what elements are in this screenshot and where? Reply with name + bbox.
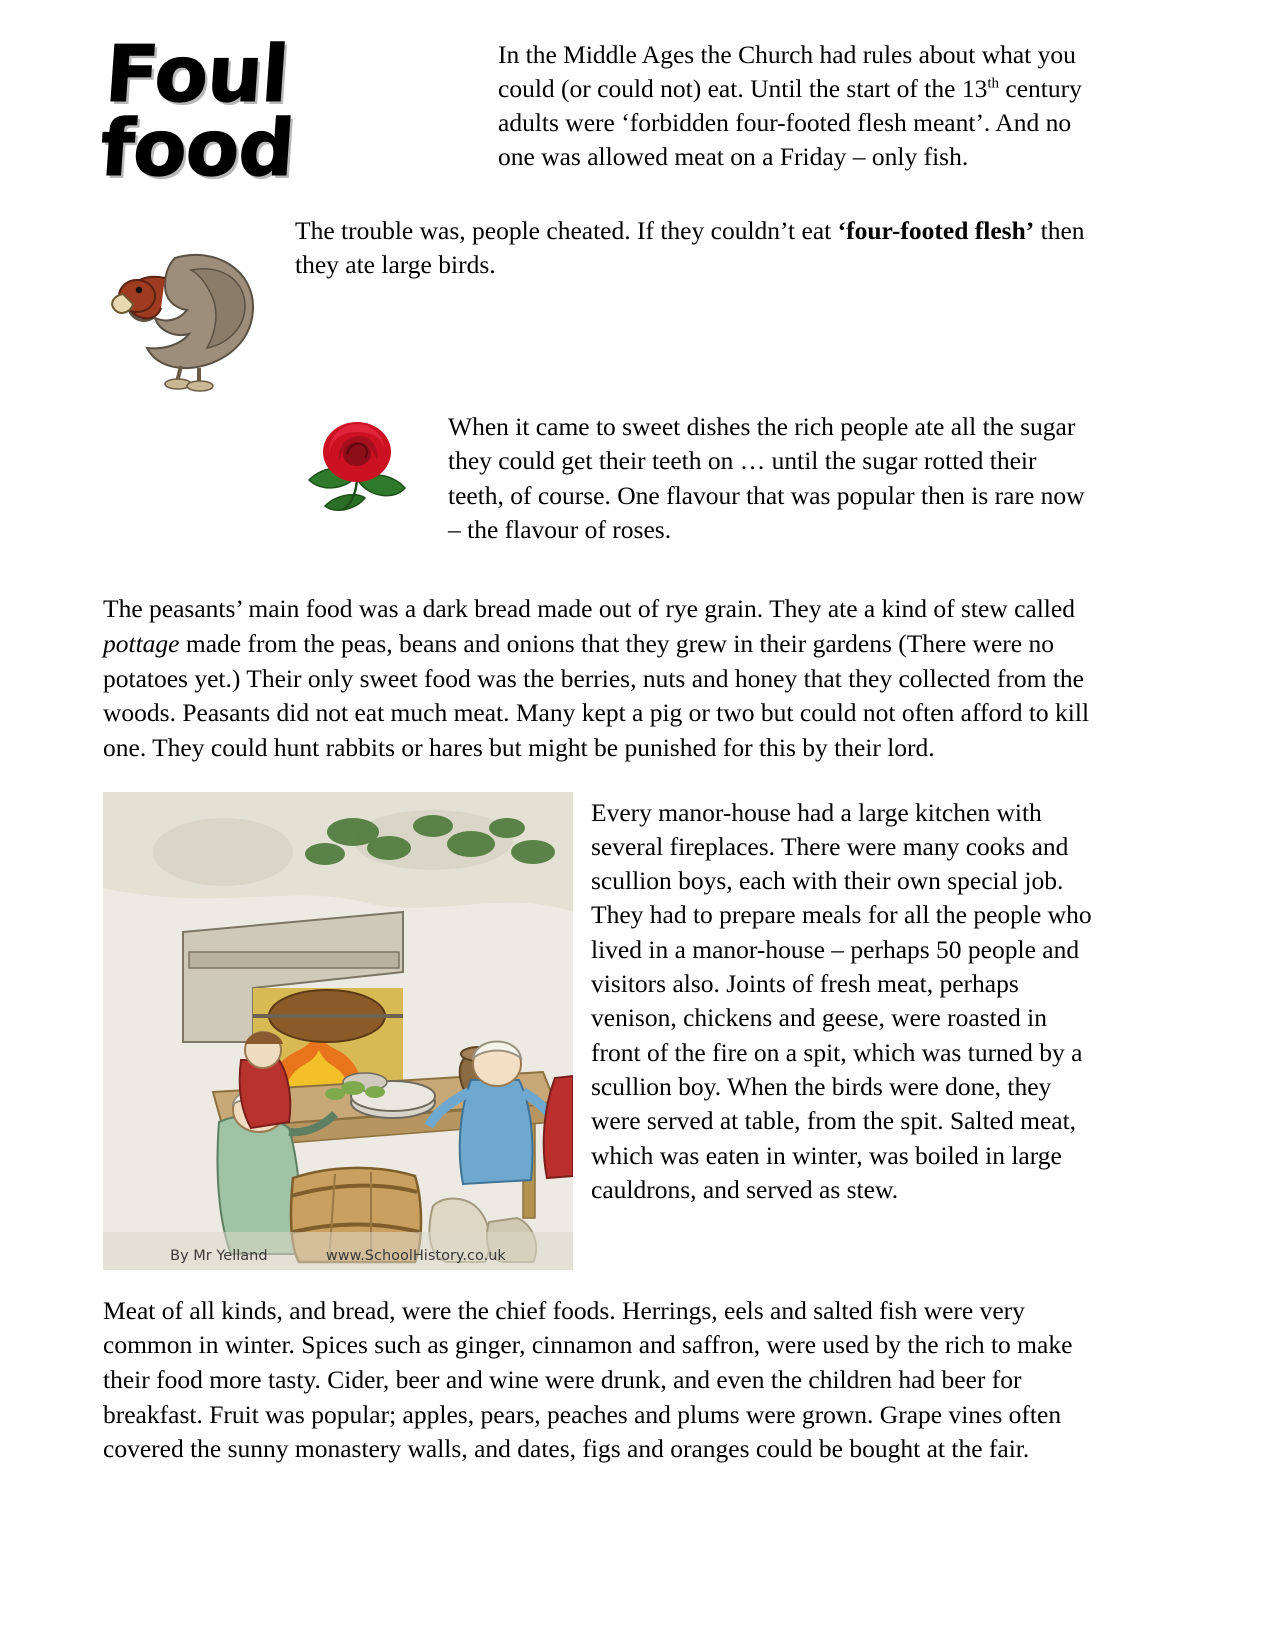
kitchen-section xyxy=(103,792,1093,1270)
bird-text-a: The trouble was, people cheated. If they couldn’t eat xyxy=(295,216,838,246)
vulture-bird-image xyxy=(103,218,283,398)
bird-text-b: then they ate large birds. xyxy=(295,216,1085,280)
caption-website: www.SchoolHistory.co.uk xyxy=(325,1247,506,1264)
document-content xyxy=(97,30,1093,1467)
bird-section xyxy=(103,208,1093,408)
peasants-text-a: The peasants’ main food was a dark bread made out of rye grain. They ate a kind of stew called xyxy=(103,594,1075,624)
intro-superscript: th xyxy=(987,75,1000,92)
rose-paragraph: When it came to sweet dishes the rich people ate all the sugar they could get their teeth on … until the sugar rotted their teeth, of course. One flavour that was popular then is rare now – the flavour of roses. xyxy=(448,412,1085,544)
page-title: Foul food xyxy=(97,30,297,195)
intro-text-b: century adults were ‘forbidden four-footed flesh meant’. And no one was allowed meat on a Friday – only fish. xyxy=(498,73,1082,171)
image-caption xyxy=(103,1248,573,1264)
kitchen-paragraph: Every manor-house had a large kitchen with several fireplaces. There were many cooks and scullion boys, each with their own special job. They had to prepare meals for all the people who lived in a manor-house – perhaps 50 people and visitors also. Joints of fresh meat, perhaps venison, chickens and geese, were roasted in front of the fire on a spit, which was turned by a scullion boy. When the birds were done, they were served at table, from the spit. Salted meat, which was eaten in winter, was boiled in large cauldrons, and served as stew. xyxy=(591,797,1092,1204)
peasants-text-b: made from the peas, beans and onions that they grew in their gardens (There were no potatoes yet.) Their only sweet food was the berries, nuts and honey that they collected from the woods. Peasants did not eat much meat. Many kept a pig or two but could not often afford to kill one. They could hunt rabbits or hares but might be punished for this by their lord. xyxy=(103,628,1090,762)
caption-author: By Mr Yelland xyxy=(170,1247,268,1264)
kitchen-image xyxy=(103,792,573,1270)
final-paragraph: Meat of all kinds, and bread, were the chief foods. Herrings, eels and salted fish were very common in winter. Spices such as ginger, cinnamon and saffron, were used by the rich to make their food more tasty. Cider, beer and wine were drunk, and even the children had beer for breakfast. Fruit was popular; apples, pears, peaches and plums were grown. Grape vines often covered the sunny monastery walls, and dates, figs and oranges could be bought at the fair. xyxy=(103,1295,1073,1464)
rose-section xyxy=(103,410,1093,570)
red-rose-image xyxy=(295,410,420,515)
peasants-text-italic: pottage xyxy=(103,628,180,658)
bird-text-bold: ‘four-footed flesh’ xyxy=(837,216,1035,246)
title-section xyxy=(97,30,1093,195)
peasants-paragraph xyxy=(103,592,1093,765)
intro-text-a: In the Middle Ages the Church had rules about what you could (or could not) eat. Until the start of the 13 xyxy=(498,40,1076,103)
